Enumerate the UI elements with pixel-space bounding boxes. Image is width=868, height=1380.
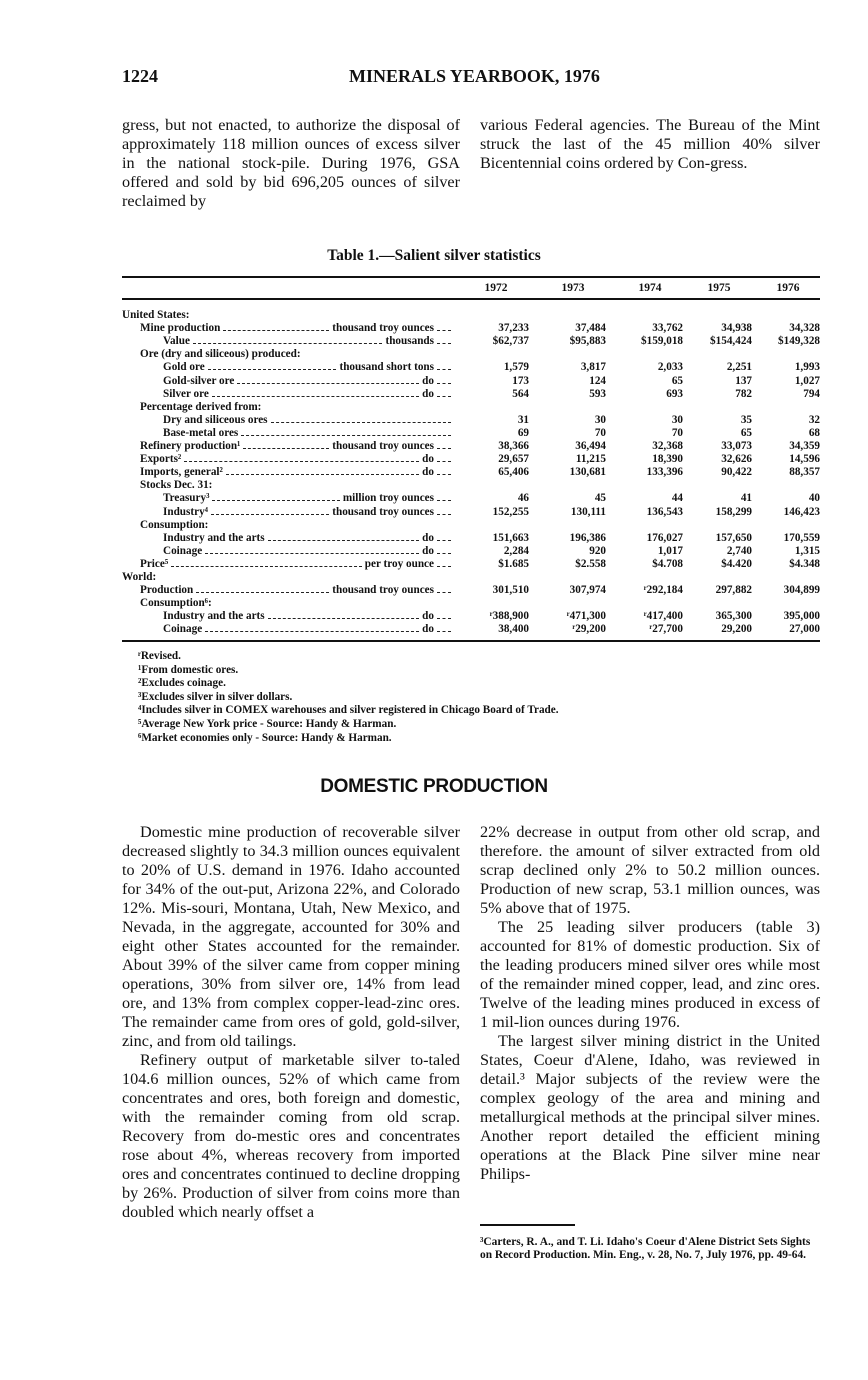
table-cell: 124 [589, 374, 606, 387]
paragraph: 22% decrease in output from other old scrap, and therefore. the amount of silver extracted from old scrap declined only 2% to 50.2 million ounces. Production of new scrap, 53.1 million ounces, was 5% above that of 1975. [480, 823, 820, 917]
leader-dots [437, 383, 451, 384]
row-unit: do [422, 531, 434, 544]
row-label: Value [163, 335, 190, 348]
table-cell: 29,200 [721, 623, 752, 636]
leader-dots [241, 435, 451, 436]
leader-dots [205, 631, 419, 632]
year-header: 1974 [638, 282, 662, 294]
footnote: ³Excludes silver in silver dollars. [138, 690, 293, 703]
year-header: 1976 [776, 282, 800, 294]
table-row [163, 506, 454, 519]
footnote: ⁴Includes silver in COMEX warehouses and silver registered in Chicago Board of Trade. [138, 704, 559, 717]
leader-dots [437, 592, 451, 593]
table-cell: 173 [512, 374, 529, 387]
row-unit: per troy ounce [364, 557, 434, 570]
table-cell: $2.558 [575, 557, 606, 570]
year-header: 1973 [561, 282, 585, 294]
table-cell: ʳ471,300 [566, 610, 606, 623]
table-cell: 45 [594, 492, 606, 505]
table-cell: ʳ417,400 [643, 610, 683, 623]
intro-right-text: various Federal agencies. The Bureau of the Mint struck the last of the 45 million 40% silver Bicentennial coins ordered by Con-gress. [480, 116, 820, 172]
table-cell: 69 [517, 426, 529, 439]
table-cell: 782 [735, 387, 752, 400]
table-cell: 65 [740, 426, 752, 439]
table-cell: 136,543 [646, 505, 683, 518]
paragraph: Domestic mine production of recoverable silver decreased slightly to 34.3 million ounces equivalent to 20% of U.S. demand in 1976. Idaho accounted for 34% of the out-put, Arizona 22%, and Colorado 12%. Mis-souri, Montana, Utah, New Mexico, and Nevada, in the aggregate, accounted for 30% and eight other States accounted for the remainder. About 39% of the silver came from copper mining operations, 30% from silver ore, 14% from lead ore, and 13% from complex copper-lead-zinc ores. The remainder came from ores of gold, gold-silver, zinc, and from old tailings. [122, 823, 460, 1050]
row-unit: thousand short tons [339, 361, 434, 374]
table-cell: 693 [666, 387, 683, 400]
table-cell: 152,255 [492, 505, 529, 518]
table-row [140, 479, 212, 492]
table-row [163, 375, 454, 388]
table-cell: 90,422 [721, 466, 752, 479]
table-row [140, 597, 212, 610]
row-label: Imports, general² [140, 466, 223, 479]
table-row [122, 309, 189, 322]
row-unit: do [422, 387, 434, 400]
leader-dots [437, 618, 451, 619]
table-cell: 37,484 [575, 322, 606, 335]
footnote-rule [480, 1224, 575, 1226]
year-header: 1972 [484, 282, 508, 294]
table-row [163, 623, 454, 636]
table-cell: 365,300 [715, 610, 752, 623]
table-cell: 34,359 [789, 440, 820, 452]
row-label: Consumption⁶: [140, 597, 212, 610]
table-cell: 11,215 [575, 453, 606, 466]
intro-left-text: gress, but not enacted, to authorize the disposal of approximately 118 million ounces of excess silver in the national stock-pile. During 1976, GSA offered and sold by bid 696,205 ounces of silver reclaimed by [122, 116, 460, 210]
table-cell: $149,328 [778, 335, 820, 348]
table-cell: 146,423 [783, 505, 820, 518]
row-label: Mine production [140, 322, 221, 335]
running-title: MINERALS YEARBOOK, 1976 [349, 66, 600, 86]
leader-dots [437, 553, 451, 554]
leader-dots [437, 330, 451, 331]
row-label: Industry⁴ [163, 505, 209, 518]
leader-dots [193, 343, 383, 344]
table-cell: 158,299 [715, 505, 752, 518]
page-number: 1224 [122, 66, 158, 86]
row-unit: thousand troy ounces [332, 505, 434, 518]
table-row [163, 335, 454, 348]
table-cell: 1,315 [794, 544, 820, 557]
table-cell: ʳ292,184 [643, 584, 683, 597]
table-cell: 41 [740, 492, 752, 505]
leader-dots [437, 540, 451, 541]
leader-dots [268, 618, 420, 619]
table-body [0, 309, 868, 639]
leader-dots [223, 330, 329, 331]
table-cell: 31 [517, 413, 529, 426]
leader-dots [212, 500, 339, 501]
table-cell: 3,817 [580, 361, 606, 374]
table-cell: 33,762 [652, 322, 683, 335]
table-row [163, 388, 454, 401]
row-label: Percentage derived from: [140, 400, 262, 413]
table-cell: 170,559 [783, 531, 820, 544]
row-unit: million troy ounces [342, 492, 434, 505]
table-cell: 304,899 [783, 584, 820, 597]
table-cell: $159,018 [641, 335, 683, 348]
table-cell: 46 [517, 492, 529, 505]
table-row [140, 453, 454, 466]
row-label: Gold ore [163, 361, 205, 374]
table-header-rule [122, 298, 820, 300]
table-cell: $4.708 [652, 557, 683, 570]
row-label: Industry and the arts [163, 531, 265, 544]
paragraph: Refinery output of marketable silver to-taled 104.6 million ounces, 52% of which came from concentrates and ores, both foreign and domestic, with the remainder coming from old scrap. Recovery from do-mestic ores and concentrates rose about 4%, whereas recovery from imported ores and concentrates continued to decline dropping by 26%. Production of silver from coins more than doubled which nearly offset a [122, 1051, 460, 1221]
table-cell: 88,357 [789, 466, 820, 479]
table-row [140, 322, 454, 335]
footnote: ⁶Market economies only - Source: Handy & Harman. [138, 731, 392, 744]
table-row [140, 440, 454, 453]
table-cell: 65 [671, 374, 683, 387]
body-left-column [122, 823, 460, 1222]
table-cell: 65,406 [498, 466, 529, 479]
table-cell: 2,251 [726, 361, 752, 374]
table-row [140, 348, 301, 361]
intro-right-column [480, 116, 820, 173]
table-cell: 2,740 [726, 544, 752, 557]
table-cell: ʳ388,900 [489, 610, 529, 623]
leader-dots [211, 514, 329, 515]
row-label: Consumption: [140, 518, 209, 531]
table-cell: 44 [671, 492, 683, 505]
row-label: Coinage [163, 544, 203, 557]
table-cell: $154,424 [710, 335, 752, 348]
row-label: Silver ore [163, 387, 209, 400]
leader-dots [437, 448, 451, 449]
table-header-row [0, 282, 868, 296]
row-label: Ore (dry and siliceous) produced: [140, 348, 301, 361]
table-cell: ʳ27,700 [649, 623, 683, 636]
table-cell: 30 [671, 413, 683, 426]
table-cell: 33,073 [721, 440, 752, 452]
leader-dots [437, 500, 451, 501]
table-cell: 30 [594, 413, 606, 426]
table-row [140, 558, 454, 571]
table-cell: 70 [594, 426, 606, 439]
leader-dots [196, 592, 329, 593]
table-cell: 130,681 [569, 466, 606, 479]
intro-left-column [122, 116, 460, 211]
table-row [163, 361, 454, 374]
table-cell: 32,626 [721, 453, 752, 466]
row-label: Industry and the arts [163, 610, 265, 623]
table-cell: $62,737 [492, 335, 529, 348]
leader-dots [237, 383, 419, 384]
table-row [163, 414, 454, 427]
table-cell: 564 [512, 387, 529, 400]
row-unit: do [422, 374, 434, 387]
leader-dots [212, 396, 419, 397]
table-cell: 137 [735, 374, 752, 387]
table-cell: 1,017 [657, 544, 683, 557]
table-row [122, 571, 156, 584]
table-bottom-rule [122, 640, 820, 642]
table-row [163, 532, 454, 545]
table-cell: $1.685 [498, 557, 529, 570]
table-row [163, 610, 454, 623]
row-unit: do [422, 544, 434, 557]
body-right-column [480, 823, 820, 1184]
table-cell: 920 [589, 544, 606, 557]
paragraph: The largest silver mining district in the United States, Coeur d'Alene, Idaho, was reviewed in detail.³ Major subjects of the review were the complex geology of the area and mining and metallurgical methods at the principal silver mines. Another report detailed the efficient mining operations at the Black Pine silver mine near Philips- [480, 1032, 820, 1183]
table-cell: 70 [671, 426, 683, 439]
section-heading: DOMESTIC PRODUCTION [320, 776, 548, 797]
row-unit: do [422, 466, 434, 479]
row-label: World: [122, 571, 157, 583]
table-cell: $4.420 [721, 557, 752, 570]
leader-dots [268, 540, 420, 541]
table-cell: 176,027 [646, 531, 683, 544]
table-cell: 2,284 [503, 544, 529, 557]
leader-dots [437, 343, 451, 344]
table-row [163, 427, 454, 440]
row-label: Refinery production¹ [140, 440, 241, 452]
table-footnotes [138, 650, 818, 745]
leader-dots [171, 566, 362, 567]
table-cell: 794 [803, 387, 820, 400]
table-cell: 301,510 [492, 584, 529, 597]
table-row [140, 401, 261, 414]
table-title: Table 1.—Salient silver statistics [327, 247, 541, 264]
row-label: Production [140, 584, 194, 597]
table-row [163, 492, 454, 505]
table-cell: $95,883 [569, 335, 606, 348]
table-cell: 32 [808, 413, 820, 426]
table-cell: 1,579 [503, 361, 529, 374]
table-cell: 68 [808, 426, 820, 439]
year-header: 1975 [707, 282, 731, 294]
row-unit: do [422, 623, 434, 636]
row-label: Price⁵ [140, 557, 169, 570]
table-row [140, 584, 454, 597]
table-cell: 395,000 [783, 610, 820, 623]
table-row [163, 545, 454, 558]
row-unit: thousands [385, 335, 434, 348]
row-label: Stocks Dec. 31: [140, 479, 213, 492]
table-cell: $4.348 [789, 557, 820, 570]
footnote: ʳRevised. [138, 650, 181, 662]
table-cell: 37,233 [498, 322, 529, 335]
footnote: ¹From domestic ores. [138, 663, 239, 676]
row-label: Base-metal ores [163, 426, 239, 439]
row-label: Coinage [163, 623, 203, 636]
table-cell: 35 [740, 413, 752, 426]
table-cell: 34,938 [721, 322, 752, 335]
leader-dots [437, 396, 451, 397]
leader-dots [437, 474, 451, 475]
table-cell: 130,111 [570, 505, 606, 518]
leader-dots [437, 461, 451, 462]
row-label: Treasury³ [163, 492, 210, 505]
row-label: United States: [122, 309, 190, 321]
leader-dots [437, 631, 451, 632]
leader-dots [208, 369, 337, 370]
row-unit: do [422, 453, 434, 466]
table-row [140, 466, 454, 479]
table-cell: 157,650 [715, 531, 752, 544]
table-cell: 593 [589, 387, 606, 400]
table-cell: ʳ29,200 [572, 623, 606, 636]
leader-dots [437, 369, 451, 370]
table-cell: 29,657 [498, 453, 529, 466]
footnote: ²Excludes coinage. [138, 677, 226, 690]
table-cell: 297,882 [715, 584, 752, 597]
leader-dots [243, 448, 329, 449]
table-cell: 18,390 [652, 453, 683, 466]
leader-dots [437, 514, 451, 515]
row-label: Exports² [140, 453, 182, 466]
leader-dots [437, 566, 451, 567]
row-unit: do [422, 610, 434, 623]
table-cell: 151,663 [492, 531, 529, 544]
table-cell: 38,366 [498, 440, 529, 452]
row-unit: thousand troy ounces [332, 440, 434, 452]
table-cell: 1,027 [794, 374, 820, 387]
footnote: ⁵Average New York price - Source: Handy & Harman. [138, 717, 397, 730]
page-footnote: ³Carters, R. A., and T. Li. Idaho's Coeur d'Alene District Sets Sights on Record Production. Min. Eng., v. 28, No. 7, July 1976, pp. 49-64. [480, 1236, 811, 1262]
table-cell: 40 [808, 492, 820, 505]
table-cell: 307,974 [569, 584, 606, 597]
table-row [140, 519, 208, 532]
table-cell: 32,368 [652, 440, 683, 452]
leader-dots [205, 553, 419, 554]
leader-dots [184, 461, 419, 462]
table-cell: 34,328 [789, 322, 820, 335]
row-unit: thousand troy ounces [332, 584, 434, 597]
row-unit: thousand troy ounces [332, 322, 434, 335]
table-cell: 133,396 [646, 466, 683, 479]
table-cell: 36,494 [575, 440, 606, 452]
row-label: Gold-silver ore [163, 374, 235, 387]
table-cell: 14,596 [789, 453, 820, 466]
table-cell: 27,000 [789, 623, 820, 636]
leader-dots [226, 474, 419, 475]
row-label: Dry and siliceous ores [163, 413, 268, 426]
table-cell: 1,993 [794, 361, 820, 374]
table-cell: 2,033 [657, 361, 683, 374]
table-top-rule [122, 276, 820, 278]
table-cell: 196,386 [569, 531, 606, 544]
paragraph: The 25 leading silver producers (table 3) accounted for 81% of domestic production. Six of the leading producers mined silver ores while most of the remainder mined copper, lead, and zinc ores. Twelve of the leading mines produced in excess of 1 mil-lion ounces during 1976. [480, 918, 820, 1031]
table-cell: 38,400 [498, 623, 529, 636]
leader-dots [271, 422, 451, 423]
